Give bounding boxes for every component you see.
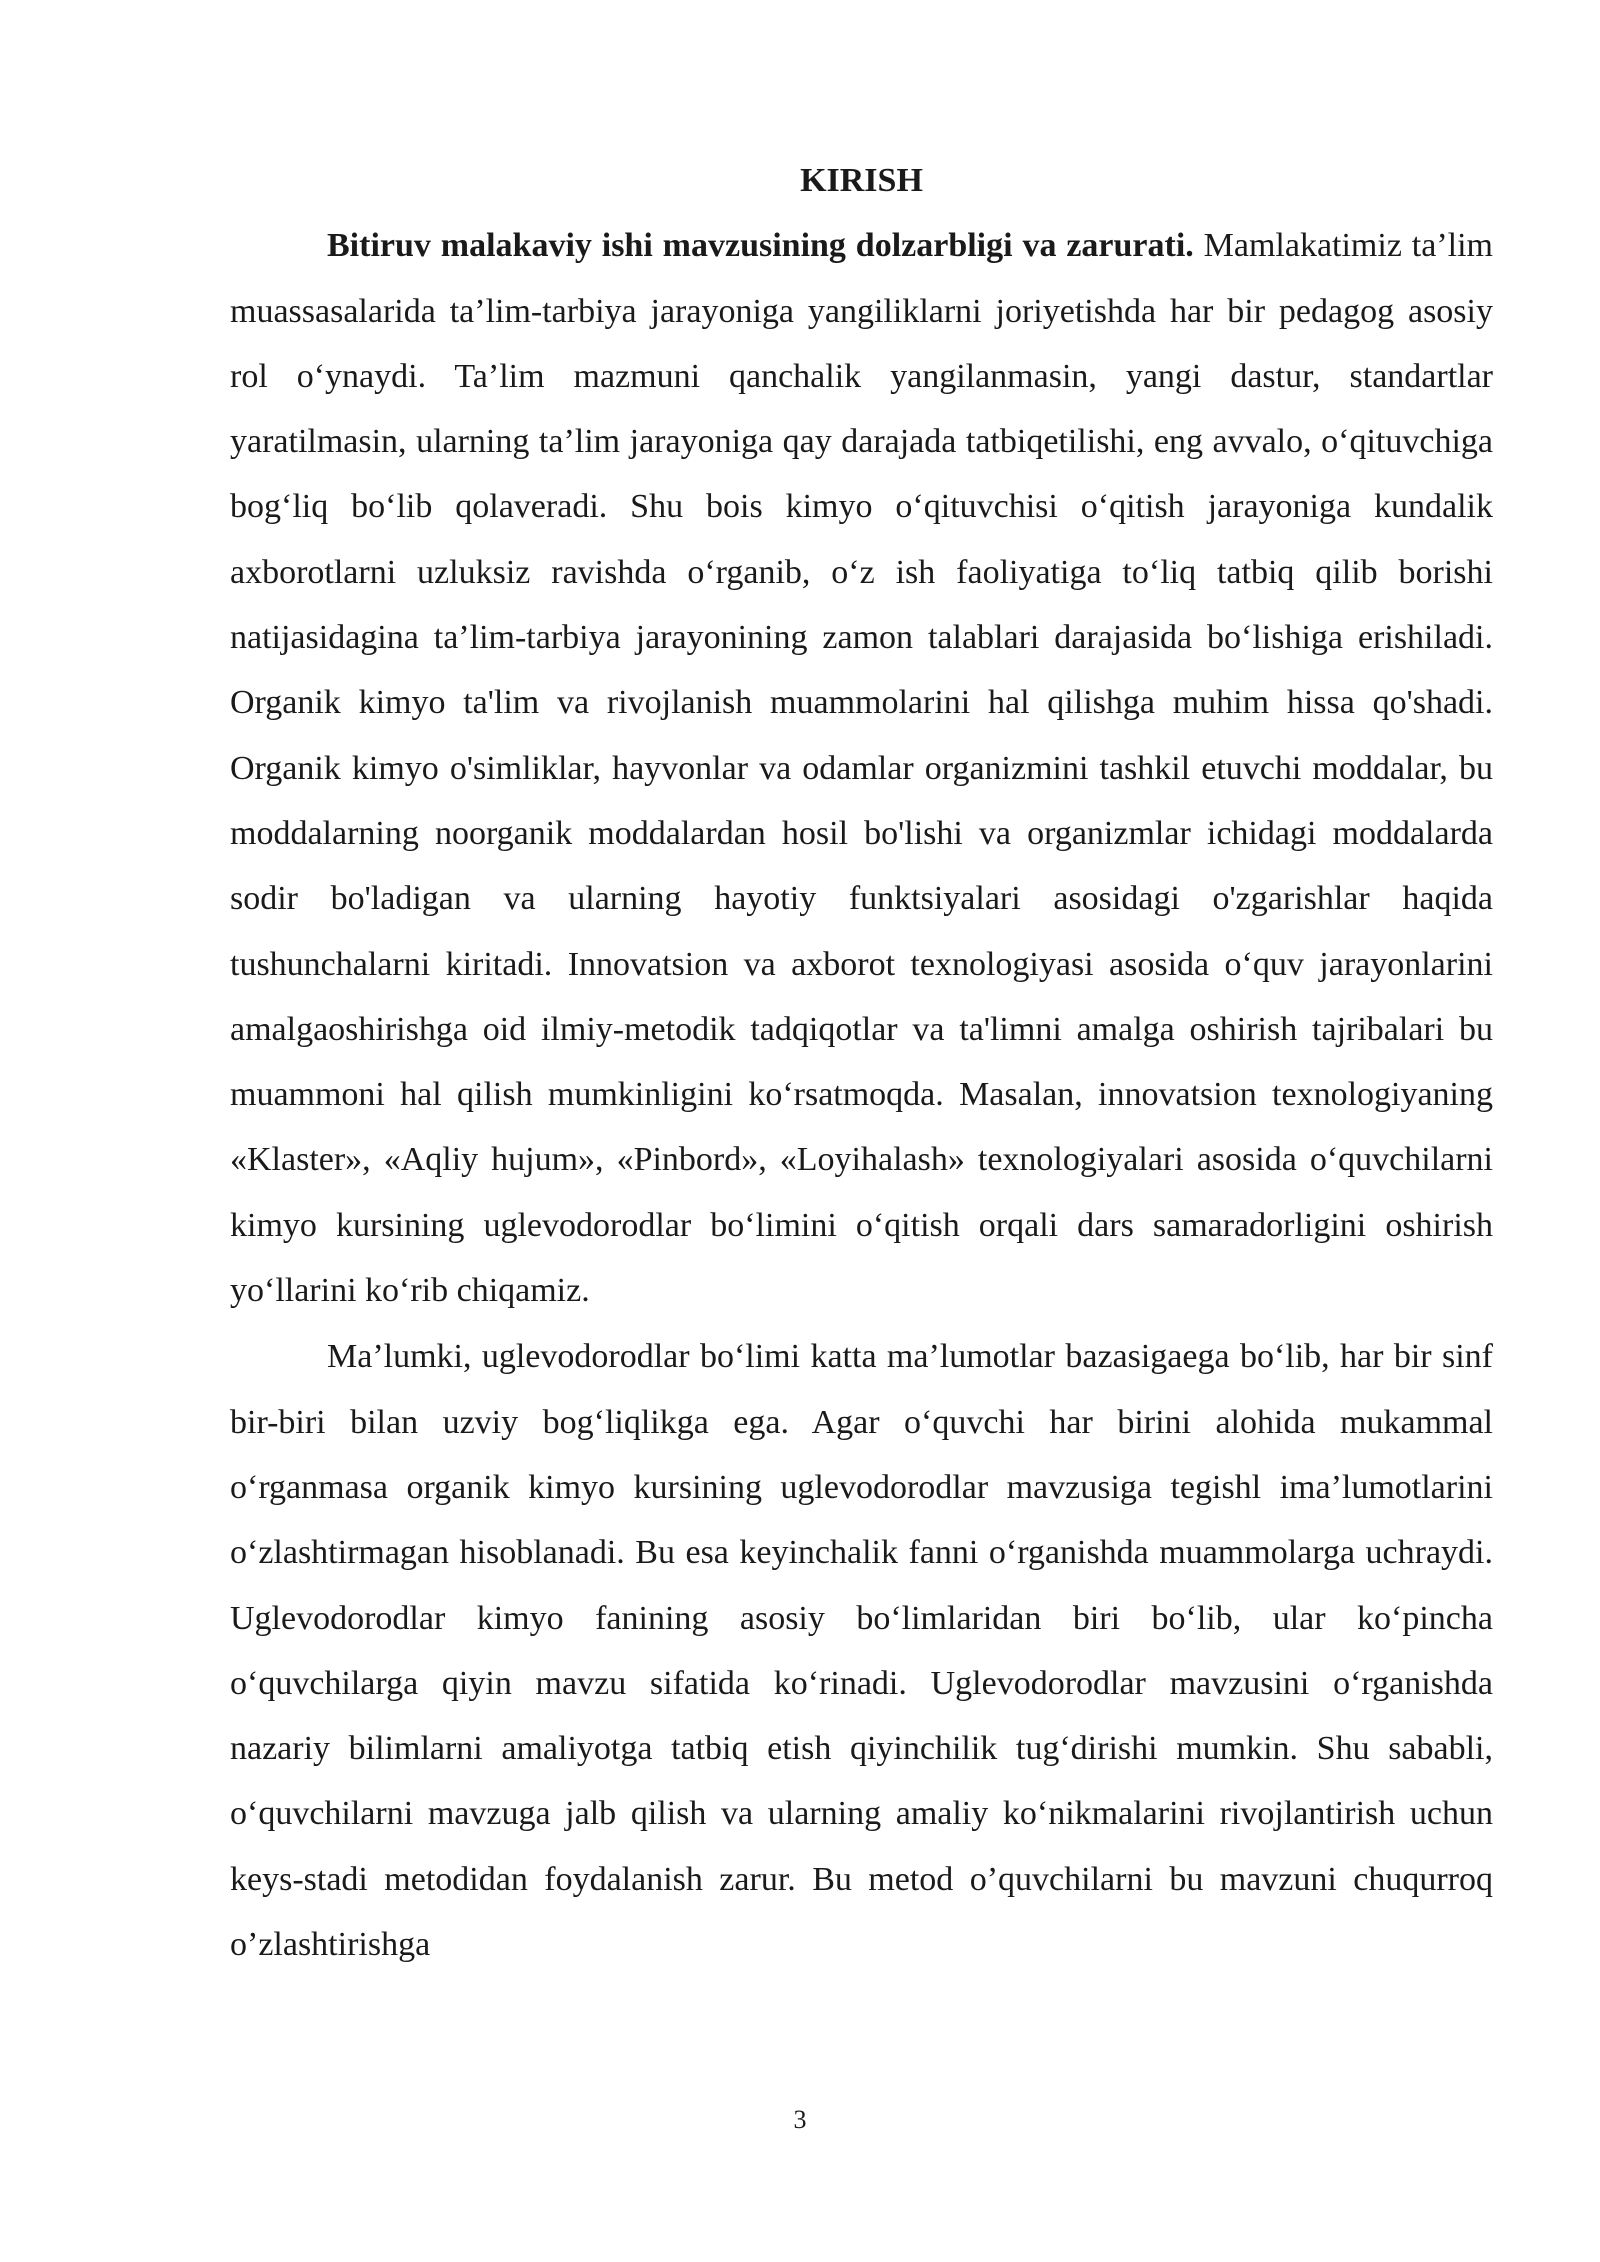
paragraph-text: Mamlakatimiz ta’lim muassasalarida ta’lim-tarbiya jarayoniga yangiliklarni joriyetishda har bir pedagog asosiy rol o‘ynaydi. Ta’lim mazmuni qanchalik yangilanmasin, yangi dastur, standartlar yaratilmasin, ularning ta’lim jarayoniga qay darajada tatbiqetilishi, eng avvalo, o‘qituvchiga bog‘liq bo‘lib qolaveradi. Shu bois kimyo o‘qituvchisi o‘qitish jarayoniga kundalik axborotlarni uzluksiz ravishda o‘rganib, o‘z ish faoliyatiga to‘liq tatbiq qilib borishi natijasidagina ta’lim-tarbiya jarayonining zamon talablari darajasida bo‘lishiga erishiladi. Organik kimyo ta'lim va rivojlanish muammolarini hal qilishga muhim hissa qo'shadi. Organik kimyo o'simliklar, hayvonlar va odamlar organizmini tashkil etuvchi moddalar, bu moddalarning noorganik moddalardan hosil bo'lishi va organizmlar ichidagi moddalarda sodir bo'ladigan va ularning hayotiy funktsiyalari asosidagi o'zgarishlar haqida tushunchalarni kiritadi. Innovatsion va axborot texnologiyasi asosida o‘quv jarayonlarini amalgaoshirishga oid ilmiy-metodik tadqiqotlar va ta'limni amalga oshirish tajribalari bu muammoni hal qilish mumkinligini ko‘rsatmoqda. Masalan, innovatsion texnologiyaning «Klaster», «Aqliy hujum», «Pinbord», «Loyihalash» texnologiyalari asosida o‘quvchilarni kimyo kursining uglevodorodlar bo‘limini o‘qitish orqali dars samaradorligini oshirish yo‘llarini ko‘rib chiqamiz.	[230, 227, 1493, 1310]
section-title: KIRISH	[800, 162, 923, 199]
document-body	[230, 148, 1493, 1977]
paragraph-relevance	[230, 213, 1493, 1323]
page-number: 3	[793, 2105, 807, 2134]
paragraph-text: Ma’lumki, uglevodorodlar bo‘limi katta ma’lumotlar bazasigaega bo‘lib, har bir sinf bir-biri bilan uzviy bog‘liqlikga ega. Agar o‘quvchi har birini alohida mukammal o‘rganmasa organik kimyo kursining uglevodorodlar mavzusiga tegishl ima’lumotlarini o‘zlashtirmagan hisoblanadi. Bu esa keyinchalik fanni o‘rganishda muammolarga uchraydi. Uglevodorodlar kimyo fanining asosiy bo‘limlaridan biri bo‘lib, ular ko‘pincha o‘quvchilarga qiyin mavzu sifatida ko‘rinadi. Uglevodorodlar mavzusini o‘rganishda nazariy bilimlarni amaliyotga tatbiq etish qiyinchilik tug‘dirishi mumkin. Shu sababli, o‘quvchilarni mavzuga jalb qilish va ularning amaliy ko‘nikmalarini rivojlantirish uchun keys-stadi metodidan foydalanish zarur. Bu metod o’quvchilarni bu mavzuni chuqurroq o’zlashtirishga	[230, 1338, 1493, 1964]
paragraph-hydrocarbons	[230, 1324, 1493, 1977]
paragraph-lead: Bitiruv malakaviy ishi mavzusining dolzarbligi va zarurati.	[327, 227, 1194, 265]
